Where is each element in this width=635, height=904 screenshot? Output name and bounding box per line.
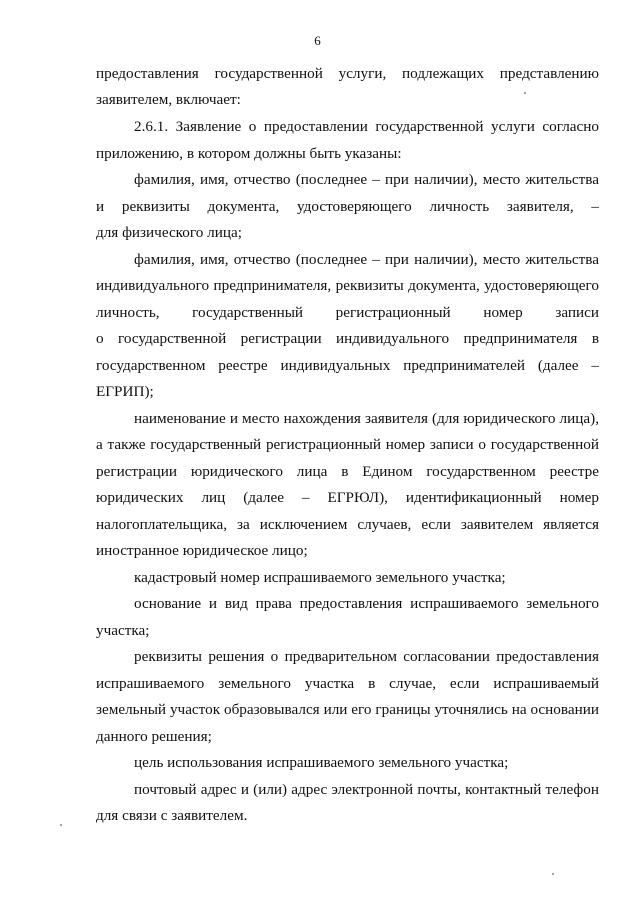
text-line: почтовый адрес и (или) адрес электронной почты, контактный телефон — [134, 782, 599, 798]
text-line: иностранное юридическое лицо; — [96, 542, 308, 559]
text-line: предоставления государственной услуги, подлежащих представлению — [96, 66, 599, 82]
text-line: для связи с заявителем. — [96, 807, 248, 824]
scan-speck — [552, 873, 554, 875]
text-line: и реквизиты документа, удостоверяющего личность заявителя, – — [96, 199, 599, 215]
text-line: а также государственный регистрационный номер записи о государственной — [96, 437, 599, 453]
text-line: налогоплательщика, за исключением случаев, если заявителем является — [96, 517, 599, 533]
text-line: цель использования испрашиваемого земельного участка; — [134, 754, 509, 771]
text-line: фамилия, имя, отчество (последнее – при наличии), место жительства — [134, 172, 599, 188]
text-line: ЕГРИП); — [96, 383, 154, 400]
text-line: основание и вид права предоставления испрашиваемого земельного — [134, 596, 599, 612]
text-line: юридических лиц (далее – ЕГРЮЛ), идентификационный номер — [96, 490, 599, 506]
text-line: 2.6.1. Заявление о предоставлении государственной услуги согласно — [134, 119, 599, 135]
text-line: испрашиваемого земельного участка в случае, если испрашиваемый — [96, 676, 599, 692]
text-line: личность, государственный регистрационный номер записи — [96, 305, 599, 321]
text-line: кадастровый номер испрашиваемого земельного участка; — [134, 569, 506, 586]
scan-speck — [524, 92, 526, 94]
text-line: наименование и место нахождения заявителя (для юридического лица), — [134, 411, 599, 427]
text-line: заявителем, включает: — [96, 91, 241, 108]
text-line: регистрации юридического лица в Едином государственном реестре — [96, 464, 599, 480]
text-line: данного решения; — [96, 728, 212, 745]
text-line: фамилия, имя, отчество (последнее – при наличии), место жительства — [134, 252, 599, 268]
text-line: государственном реестре индивидуальных предпринимателей (далее – — [96, 358, 599, 374]
text-line: индивидуального предпринимателя, реквизиты документа, удостоверяющего — [96, 278, 599, 294]
scan-speck — [60, 824, 62, 826]
text-line: о государственной регистрации индивидуального предпринимателя в — [96, 331, 599, 347]
text-line: земельный участок образовывался или его границы уточнялись на основании — [96, 702, 599, 718]
text-line: участка; — [96, 622, 150, 639]
text-line: для физического лица; — [96, 224, 242, 241]
page-number: 6 — [314, 33, 321, 48]
text-line: приложению, в котором должны быть указаны: — [96, 145, 402, 162]
text-line: реквизиты решения о предварительном согласовании предоставления — [134, 649, 599, 665]
